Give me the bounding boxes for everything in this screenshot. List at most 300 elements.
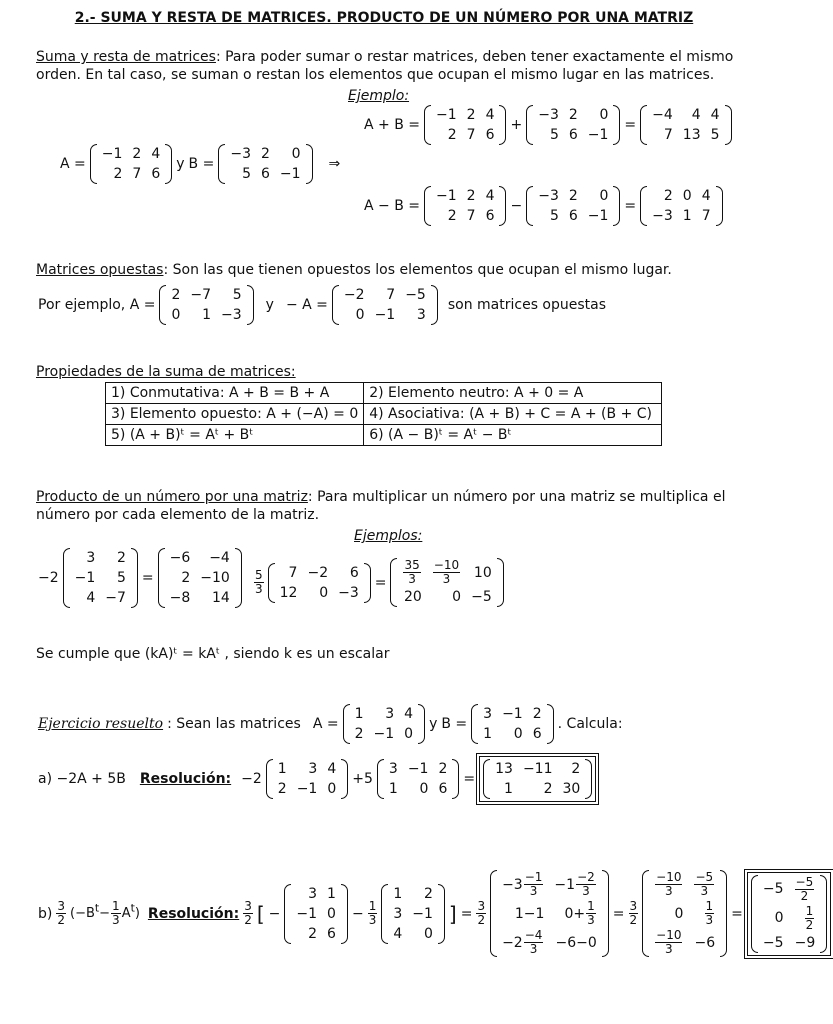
matrix-row: [291, 884, 341, 904]
matrix-row: [384, 779, 452, 799]
numerator: 1: [368, 899, 377, 913]
table-row: [106, 383, 662, 404]
matrix-cell: 1: [483, 726, 493, 742]
minus-sign: −: [510, 198, 523, 214]
example-prefix: Por ejemplo, A =: [38, 297, 156, 313]
matrix-cell: [549, 870, 601, 899]
matrix-cell: −3: [221, 307, 242, 323]
matrix-cell: $\frac{-10}{3}$: [433, 558, 460, 586]
b-result-box: [747, 872, 831, 956]
b-step2: [490, 870, 609, 957]
scalar-intro: [36, 488, 736, 524]
matrix-cell: 1: [277, 761, 287, 777]
matrix-row: [649, 928, 720, 957]
fraction-cell: $\frac{1}{3}$: [705, 899, 714, 927]
b-coef: [243, 900, 253, 927]
matrix-cell: 2: [466, 188, 476, 204]
matrix-row: [97, 144, 165, 164]
matrix-cell: 2: [571, 761, 581, 777]
numerator: 1: [112, 899, 120, 913]
b-step3: [642, 870, 727, 957]
equals-sign: =: [460, 905, 473, 922]
matrix-cell: 4: [485, 107, 495, 123]
sum-matrix-B: [526, 105, 620, 145]
matrix-row: [431, 206, 499, 226]
equals-sign: =: [374, 574, 387, 591]
scalar-text: : Para multiplicar un número por una matriz se multiplica el número por cada elemento de la matriz.: [36, 489, 726, 523]
fraction-cell: $\frac{-5}{2}$: [795, 874, 814, 903]
matrix-row: [384, 759, 452, 779]
diff-label: A − B =: [364, 198, 420, 214]
denominator: 2: [629, 913, 638, 927]
matrix-cell: 6: [485, 208, 495, 224]
matrix-cell: 0: [319, 584, 329, 601]
matrix-cell: 6: [438, 781, 448, 797]
matrix-cell: 3: [86, 550, 96, 566]
matrix-cell: 0: [423, 925, 433, 942]
matrix-cell: −1: [101, 146, 123, 162]
matrix-cell: [649, 928, 688, 957]
b-label: b): [38, 905, 53, 922]
matrix-cell: −6: [694, 934, 716, 951]
matrix-cell: 4: [710, 107, 720, 123]
a-matrix-A: [266, 759, 348, 799]
b-matrix-At: [381, 884, 445, 944]
B-label: B =: [188, 156, 215, 172]
matrix-cell: 13: [495, 761, 513, 777]
equals-sign: =: [463, 771, 476, 787]
matrix-cell: 2: [543, 781, 553, 797]
matrix-cell: 5: [117, 570, 126, 586]
matrix-cell: 3: [308, 885, 318, 902]
matrix-cell: 0: [327, 781, 337, 797]
denominator: 3: [255, 582, 263, 596]
matrix-row: [533, 186, 613, 206]
diff-matrix-A: [424, 186, 506, 226]
matrix-cell: 4: [393, 925, 403, 942]
a-result-box: [479, 756, 596, 802]
matrix-cell: 3: [388, 761, 398, 777]
plus-sign: +: [510, 117, 523, 133]
matrix-cell: −1: [74, 570, 96, 586]
matrix-cell: 4: [86, 590, 96, 606]
matrix-row: [431, 186, 499, 206]
matrix-cell: 4: [404, 706, 414, 722]
matrix-cell: 2: [260, 146, 270, 162]
numerator: 3: [57, 899, 65, 913]
matrix-cell: 2: [117, 550, 126, 566]
numerator: 5: [255, 568, 263, 582]
matrix-cell: 1: [327, 885, 336, 902]
matrix-cell: −1: [374, 307, 396, 323]
matrix-cell: −4: [652, 107, 673, 123]
a-matrix-B: [377, 759, 459, 799]
matrix-row: [490, 759, 585, 779]
matrix-cell: −3: [538, 107, 559, 123]
matrix-row: [397, 558, 496, 587]
fraction-cell: −2 $\frac{-4}{3}$: [502, 928, 543, 956]
matrix-cell: 7: [288, 564, 298, 581]
numerator: 3: [477, 899, 486, 913]
matrix-cell: −5: [471, 589, 492, 605]
expr-part: −B: [75, 906, 95, 921]
and-word: y: [265, 297, 274, 313]
matrix-cell: 6: [485, 127, 495, 143]
matrix-cell: −1: [412, 905, 433, 922]
matrix-row: [350, 724, 418, 744]
matrix-cell: 4: [151, 146, 161, 162]
matrix-cell: 3: [416, 307, 426, 323]
matrix-cell: 13: [682, 127, 701, 143]
matrix-B: [218, 144, 312, 184]
sum-intro: [36, 48, 736, 84]
matrix-cell: −5: [762, 881, 784, 897]
opposite-matrix-negA: [332, 285, 438, 325]
minus-sign: −: [351, 905, 364, 922]
matrix-row: [165, 588, 235, 608]
matrix-row: [291, 924, 341, 944]
fraction-cell: $\frac{-5}{3}$: [695, 870, 714, 898]
matrix-cell: [789, 904, 821, 933]
matrix-cell: −11: [522, 761, 553, 777]
matrix-cell: 6: [568, 208, 578, 224]
matrix-row: [647, 105, 724, 125]
matrix-cell: −1: [296, 781, 318, 797]
matrix-cell: 0: [774, 910, 784, 926]
matrix-row: [758, 904, 820, 933]
resolucion-label: Resolución:: [147, 905, 240, 922]
property-cell: 4) Asociativa: (A + B) + C = A + (B + C): [364, 404, 662, 425]
matrix-cell: −4: [209, 550, 230, 566]
matrix-cell: 3: [385, 706, 395, 722]
matrix-row: [291, 904, 341, 924]
matrix-cell: 2: [132, 146, 142, 162]
equals-sign: =: [624, 198, 637, 214]
matrix-cell: −8: [169, 590, 191, 606]
matrix-row: [647, 186, 715, 206]
matrix-cell: −1: [407, 761, 429, 777]
diff-matrix-B: [526, 186, 620, 226]
minus-sign: −: [268, 905, 281, 922]
scalar-property: Se cumple que (kA)ᵗ = kAᵗ , siendo k es un escalar: [36, 646, 390, 662]
calc-word: . Calcula:: [557, 716, 623, 732]
matrix-cell: [688, 899, 720, 928]
matrix-cell: 1−1: [514, 905, 545, 922]
example-label: Ejemplo:: [348, 88, 410, 104]
matrix-cell: −1: [436, 188, 457, 204]
exercise-heading: Ejercicio resuelto: [38, 716, 164, 732]
matrix-cell: [497, 928, 549, 957]
matrix-row: [490, 779, 585, 799]
matrix-cell: 7: [663, 127, 673, 143]
matrix-row: [166, 305, 246, 325]
matrix-row: [758, 933, 820, 953]
matrix-cell: −2: [343, 287, 365, 303]
opposite-suffix: son matrices opuestas: [447, 297, 607, 313]
matrix-row: [388, 924, 438, 944]
sum-equation: [362, 105, 734, 145]
matrix-cell: 3: [308, 761, 318, 777]
numerator: 3: [629, 899, 638, 913]
matrix-cell: 2: [354, 726, 364, 742]
matrix-row: [431, 125, 499, 145]
property-cell: 5) (A + B)ᵗ = Aᵗ + Bᵗ: [106, 425, 364, 446]
matrix-cell: 0: [599, 188, 609, 204]
expr-frac: [111, 900, 121, 927]
matrix-row: [647, 206, 715, 226]
and-word: y: [176, 156, 185, 172]
matrix-cell: 20: [403, 589, 422, 605]
matrix-cell: 1: [354, 706, 364, 722]
matrix-cell: 7: [132, 166, 142, 182]
fraction-cell: −1 $\frac{-2}{3}$: [554, 870, 595, 898]
properties-table: [105, 382, 662, 446]
matrix-row: [497, 928, 602, 957]
matrix-row: [388, 884, 438, 904]
matrix-cell: 0: [327, 905, 336, 922]
scalar-example-2: [252, 558, 506, 607]
matrix-row: [431, 105, 499, 125]
ex1-matrix: [63, 548, 138, 608]
matrix-cell: −2: [307, 564, 329, 581]
fraction-cell: $\frac{-10}{3}$: [656, 928, 682, 956]
coef: −2: [241, 771, 262, 787]
exercise-matrix-A: [343, 704, 425, 744]
matrix-cell: [549, 899, 601, 928]
matrix-cell: 0: [404, 726, 414, 742]
matrix-cell: 0: [674, 905, 684, 922]
denominator: 2: [57, 913, 65, 927]
matrix-row: [758, 875, 820, 904]
denominator: 3: [368, 913, 377, 927]
b-coef: [629, 900, 639, 927]
matrix-cell: 0: [419, 781, 429, 797]
matrix-cell: −6−0: [555, 934, 597, 951]
fraction-cell: 0+ $\frac{1}{3}$: [564, 899, 595, 927]
equals-sign: =: [612, 905, 625, 922]
and-word: y: [429, 716, 438, 732]
exercise-b: b) $\frac{3}{2}$ ($-B^t-$ $\frac{1}{3}$ $A^t$) Resolución: $\frac{3}{2}$ [ − 3 1 −1 0 2 6 − $\frac{1}{3}$ 1 2 3 −1 4 0 ] = $\frac{3}{2}$ −3 $\frac{-1}{3}$ −1 $\frac{-2}{3}$ 1−1 0+ $\frac{1}{3}$ −2 $\frac{-4}{3}$ −6−0 = $\frac{3}{2}$ $\frac{-10}{3}$ $\frac{-5}{3}$ 0 $\frac{1}{3}$ $\frac{-10}{3}$ −6 = −5 $\frac{-5}{2}$ 0 $\frac{1}{2}$ −5 −9: [36, 870, 833, 957]
opposite-heading: Matrices opuestas: [36, 262, 164, 278]
table-row: [106, 425, 662, 446]
numerator: 3: [244, 899, 252, 913]
matrix-cell: 6: [532, 726, 542, 742]
matrix-cell: 0: [355, 307, 365, 323]
matrix-cell: 2: [663, 188, 673, 204]
implies-arrow: ⇒: [328, 156, 341, 172]
matrix-cell: 1: [682, 208, 692, 224]
matrix-row: [350, 704, 418, 724]
matrix-row: [273, 779, 341, 799]
matrix-cell: 5: [232, 287, 242, 303]
table-row: [106, 404, 662, 425]
matrix-cell: −5: [405, 287, 426, 303]
matrix-cell: 6: [151, 166, 161, 182]
matrix-cell: [789, 875, 821, 904]
matrix-row: [388, 904, 438, 924]
b-coef: [476, 900, 486, 927]
a-result: [483, 759, 592, 799]
matrix-cell: 1: [202, 307, 212, 323]
denominator: 3: [112, 913, 120, 927]
matrix-cell: 7: [466, 127, 476, 143]
matrix-row: [339, 305, 431, 325]
matrix-row: [533, 105, 613, 125]
matrix-cell: 0: [171, 307, 181, 323]
matrix-row: [97, 164, 165, 184]
matrix-row: [70, 588, 131, 608]
matrix-cell: 6: [327, 925, 336, 942]
scalar-value: −2: [38, 570, 59, 586]
matrix-row: [478, 704, 546, 724]
matrix-cell: −3: [538, 188, 559, 204]
matrix-cell: 14: [212, 590, 230, 606]
b-coef: [56, 900, 66, 927]
opposite-intro: [36, 262, 672, 278]
matrix-row: [478, 724, 546, 744]
matrix-row: [165, 568, 235, 588]
matrix-cell: 2: [171, 287, 181, 303]
matrix-cell: 7: [466, 208, 476, 224]
expr-part: A: [121, 906, 131, 921]
diff-result: [640, 186, 722, 226]
A-label: A =: [312, 716, 339, 732]
matrix-cell: −1: [436, 107, 457, 123]
matrix-cell: −1: [373, 726, 395, 742]
scalar-fraction: [254, 569, 264, 596]
matrix-cell: −3: [230, 146, 251, 162]
matrix-cell: [497, 870, 549, 899]
matrix-cell: 1: [393, 885, 403, 902]
matrix-cell: 5: [242, 166, 251, 182]
matrix-row: [225, 144, 305, 164]
matrix-cell: 2: [447, 208, 457, 224]
scalar-example-1: [36, 548, 244, 608]
matrix-cell: [649, 870, 688, 899]
matrix-cell: 5: [549, 127, 559, 143]
matrix-row: [225, 164, 305, 184]
matrix-cell: 6: [260, 166, 270, 182]
matrix-cell: 4: [691, 107, 701, 123]
B-label: B =: [441, 716, 468, 732]
matrix-cell: −1: [587, 127, 609, 143]
matrix-row: [533, 125, 613, 145]
scalar-heading: Producto de un número por una matriz: [36, 489, 308, 505]
matrix-cell: 4: [701, 188, 711, 204]
matrix-cell: −3: [338, 584, 359, 601]
sum-matrix-A: [424, 105, 506, 145]
matrix-cell: [688, 870, 720, 899]
matrix-cell: 10: [473, 564, 492, 581]
matrix-cell: 30: [562, 781, 581, 797]
matrix-row: [275, 583, 364, 603]
matrix-cell: 2: [568, 188, 578, 204]
matrix-cell: 7: [701, 208, 711, 224]
sum-label: A + B =: [364, 117, 420, 133]
exercise-statement: [36, 704, 625, 744]
matrix-cell: −1: [502, 706, 523, 722]
matrix-cell: −1: [296, 905, 318, 922]
negA-label: − A =: [285, 297, 328, 313]
property-cell: 6) (A − B)ᵗ = Aᵗ − Bᵗ: [364, 425, 662, 446]
matrix-cell: 2: [438, 761, 448, 777]
matrix-cell: 7: [386, 287, 396, 303]
equals-sign: =: [731, 905, 743, 922]
diff-equation: [362, 186, 725, 226]
page-title: 2.- SUMA Y RESTA DE MATRICES. PRODUCTO DE UN NÚMERO POR UNA MATRIZ: [74, 10, 694, 26]
matrix-cell: 2: [113, 166, 123, 182]
matrix-cell: 0: [599, 107, 609, 123]
matrix-cell: −10: [200, 570, 230, 586]
matrix-row: [649, 899, 720, 928]
a-label: a) −2A + 5B: [38, 771, 126, 787]
property-cell: 2) Elemento neutro: A + 0 = A: [364, 383, 662, 404]
matrix-cell: 2: [447, 127, 457, 143]
matrix-row: [647, 125, 724, 145]
matrix-cell: 2: [277, 781, 287, 797]
matrix-cell: 5: [549, 208, 559, 224]
matrix-row: [497, 899, 602, 928]
properties-heading: Propiedades de la suma de matrices:: [36, 364, 296, 380]
matrix-row: [165, 548, 235, 568]
matrix-cell: 1: [388, 781, 398, 797]
matrix-cell: 12: [279, 584, 298, 601]
matrix-cell: $\frac{35}{3}$: [404, 558, 420, 586]
ex2-result: [390, 558, 503, 607]
fraction-cell: $\frac{-10}{3}$: [656, 870, 682, 898]
sum-definition: [58, 144, 342, 184]
matrix-cell: 3: [393, 905, 403, 922]
matrix-cell: 0: [682, 188, 692, 204]
b-result: [751, 875, 827, 953]
property-cell: 3) Elemento opuesto: A + (−A) = 0: [106, 404, 364, 425]
b-frac: [368, 900, 378, 927]
matrix-cell: 4: [485, 188, 495, 204]
matrix-cell: 6: [568, 127, 578, 143]
matrix-cell: 5: [710, 127, 720, 143]
opposite-text: : Son las que tienen opuestos los elementos que ocupan el mismo lugar.: [163, 262, 672, 278]
matrix-cell: 0: [452, 589, 462, 605]
matrix-row: [70, 568, 131, 588]
sum-heading: Suma y resta de matrices: [36, 49, 216, 65]
matrix-cell: 2: [466, 107, 476, 123]
coef: +5: [352, 771, 373, 787]
denominator: 2: [477, 913, 486, 927]
matrix-cell: 2: [308, 925, 318, 942]
property-cell: 1) Conmutativa: A + B = B + A: [106, 383, 364, 404]
A-label: A =: [60, 156, 86, 172]
matrix-row: [533, 206, 613, 226]
matrix-row: [649, 870, 720, 899]
ex1-result: [158, 548, 242, 608]
matrix-cell: −1: [587, 208, 609, 224]
equals-sign: =: [141, 570, 154, 586]
matrix-cell: 2: [181, 570, 191, 586]
matrix-row: [275, 563, 364, 583]
resolucion-label: Resolución:: [139, 771, 232, 787]
matrix-A: [90, 144, 172, 184]
matrix-cell: 2: [568, 107, 578, 123]
exercise-intro: : Sean las matrices: [167, 716, 301, 732]
fraction-cell: −3 $\frac{-1}{3}$: [502, 870, 543, 898]
sum-result: [640, 105, 731, 145]
exercise-a: [36, 756, 598, 802]
exercise-matrix-B: [471, 704, 553, 744]
fraction-cell: $\frac{1}{2}$: [805, 903, 814, 932]
equals-sign: =: [624, 117, 637, 133]
matrix-row: [166, 285, 246, 305]
ex2-matrix: [268, 563, 371, 603]
